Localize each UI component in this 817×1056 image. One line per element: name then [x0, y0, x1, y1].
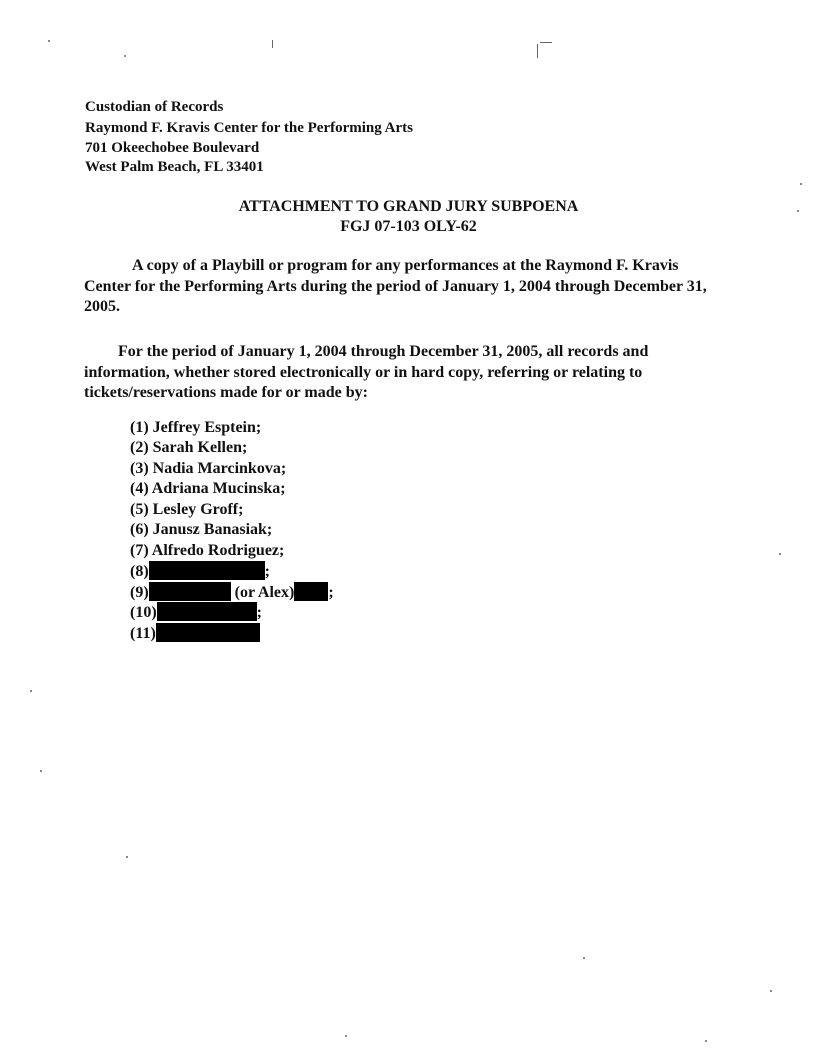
document-title: ATTACHMENT TO GRAND JURY SUBPOENA — [238, 198, 579, 215]
list-item-redacted — [130, 561, 270, 583]
scan-speck — [30, 690, 32, 692]
scan-speck — [540, 42, 552, 43]
item-alias: (or Alex) — [234, 584, 295, 601]
list-item: (3) Nadia Marcinkova; — [130, 460, 287, 477]
scan-speck — [40, 770, 42, 772]
list-item-redacted — [130, 602, 262, 624]
redaction-bar — [149, 582, 231, 601]
item-number: (11) — [130, 625, 156, 642]
list-item-redacted — [130, 623, 260, 645]
scan-speck — [779, 553, 781, 555]
scan-speck — [537, 44, 538, 58]
list-item: (7) Alfredo Rodriguez; — [130, 542, 285, 559]
recipient-line: West Palm Beach, FL 33401 — [85, 159, 264, 175]
scan-speck — [705, 1040, 707, 1042]
redaction-bar — [149, 561, 265, 580]
scan-speck — [126, 856, 128, 858]
redaction-bar — [294, 582, 328, 601]
scan-speck — [48, 40, 50, 42]
scan-speck — [800, 183, 802, 185]
recipient-line: 701 Okeechobee Boulevard — [85, 140, 260, 156]
paragraph-records-request: For the period of January 1, 2004 through December 31, 2005, all records and information, whether stored electronically or in hard copy, referring or relating to tickets/reservations made for or made by: — [84, 343, 649, 401]
list-item: (4) Adriana Mucinska; — [130, 480, 286, 497]
scan-speck — [124, 55, 126, 57]
item-number: (10) — [130, 604, 157, 621]
list-item: (1) Jeffrey Esptein; — [130, 419, 262, 436]
list-item-redacted — [130, 582, 334, 604]
item-number: (8) — [130, 563, 149, 580]
scan-speck — [345, 1035, 347, 1037]
item-terminator: ; — [256, 604, 262, 621]
scan-speck — [770, 990, 772, 992]
scan-speck — [797, 210, 799, 212]
item-number: (9) — [130, 584, 149, 601]
list-item: (5) Lesley Groff; — [130, 501, 244, 518]
redaction-bar — [156, 623, 260, 642]
item-terminator: ; — [264, 563, 270, 580]
recipient-line: Raymond F. Kravis Center for the Performing Arts — [85, 120, 414, 136]
case-number: FGJ 07-103 OLY-62 — [340, 218, 477, 235]
recipient-line: Custodian of Records — [85, 99, 224, 115]
scan-speck — [583, 957, 585, 959]
scan-speck — [272, 40, 273, 48]
list-item: (2) Sarah Kellen; — [130, 439, 248, 456]
paragraph-playbill-request: A copy of a Playbill or program for any performances at the Raymond F. Kravis Center for the Performing Arts during the period of January 1, 2004 through December 31, 2005. — [84, 257, 707, 315]
list-item: (6) Janusz Banasiak; — [130, 521, 273, 538]
item-terminator: ; — [328, 584, 334, 601]
redaction-bar — [157, 602, 257, 621]
